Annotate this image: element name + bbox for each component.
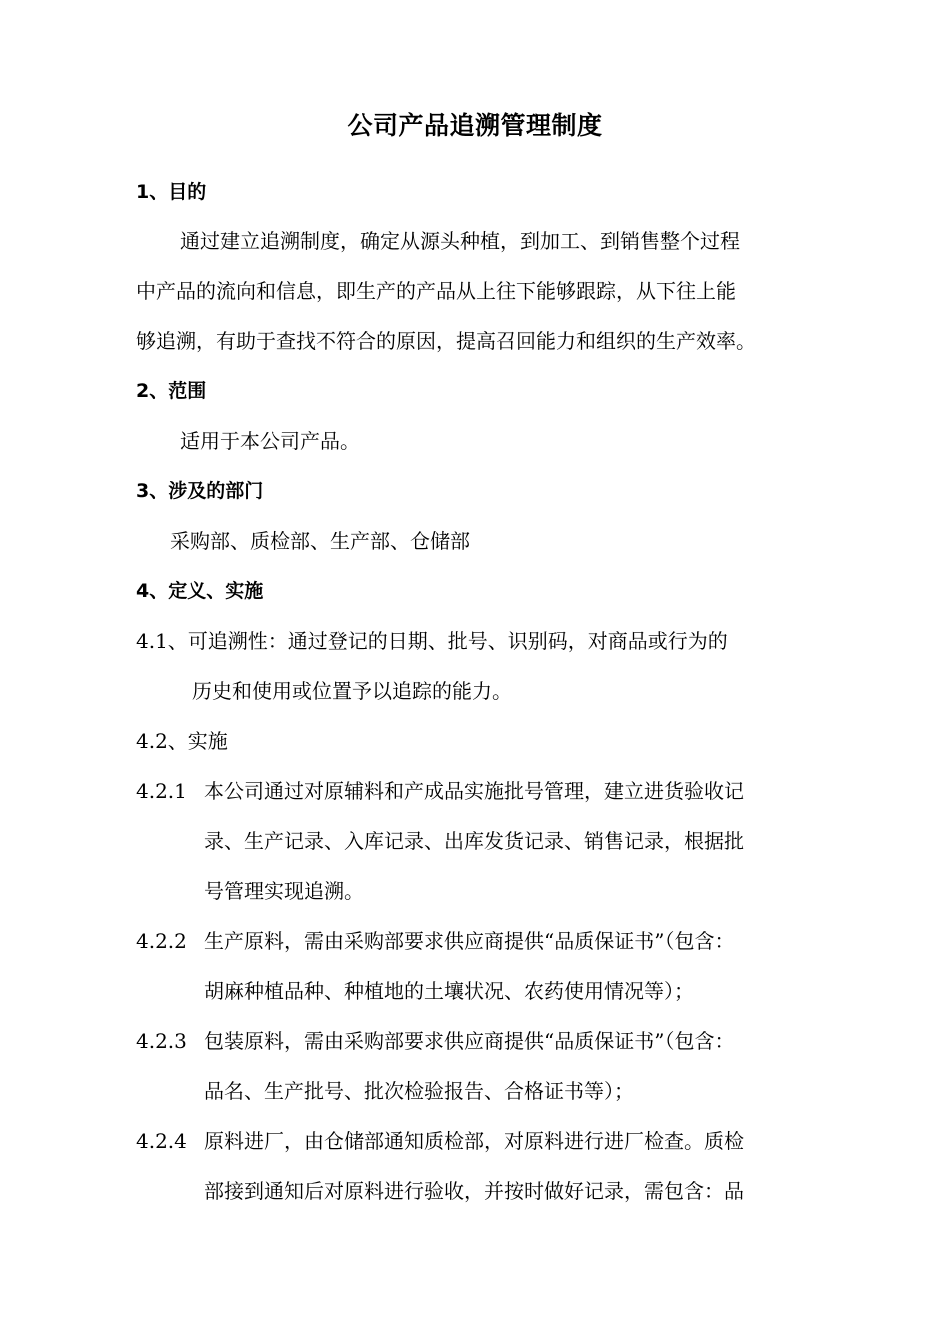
paragraph-line: 历史和使用或位置予以追踪的能力。: [192, 679, 512, 703]
paragraph-line: 中产品的流向和信息，即生产的产品从上往下能够跟踪，从下往上能: [136, 279, 736, 303]
paragraph-line: 包装原料，需由采购部要求供应商提供“品质保证书”（包含：: [204, 1029, 735, 1053]
paragraph-line: 部接到通知后对原料进行验收，并按时做好记录，需包含：品: [204, 1179, 744, 1203]
paragraph-line: 号管理实现追溯。: [204, 879, 364, 903]
paragraph-line: 生产原料，需由采购部要求供应商提供“品质保证书”（包含：: [204, 929, 735, 953]
item-4-1-line: [136, 625, 728, 657]
item-4-2-label: 4.2、实施: [136, 729, 228, 753]
item-number: 4.2.3: [136, 1029, 187, 1053]
item-number: 4.2.1: [136, 779, 187, 803]
document-title: 公司产品追溯管理制度: [347, 111, 603, 140]
paragraph-line: 通过建立追溯制度，确定从源头种植，到加工、到销售整个过程: [180, 229, 740, 253]
item-text: 可追溯性：通过登记的日期、批号、识别码，对商品或行为的: [187, 629, 728, 653]
item-number: 4.2.2: [136, 929, 187, 953]
paragraph-line: 品名、生产批号、批次检验报告、合格证书等）；: [204, 1079, 634, 1103]
section-heading-departments: 3、涉及的部门: [136, 480, 264, 502]
paragraph-line: 胡麻种植品种、种植地的土壤状况、农药使用情况等）；: [204, 979, 694, 1003]
paragraph-line: 本公司通过对原辅料和产成品实施批号管理，建立进货验收记: [204, 779, 744, 803]
item-number: 4.2.4: [136, 1129, 187, 1153]
paragraph-line: 采购部、质检部、生产部、仓储部: [170, 529, 470, 553]
item-number: 4.1、: [136, 629, 188, 653]
paragraph-line: 原料进厂，由仓储部通知质检部，对原料进行进厂检查。质检: [204, 1129, 744, 1153]
paragraph-line: 录、生产记录、入库记录、出库发货记录、销售记录，根据批: [204, 829, 744, 853]
section-heading-scope: 2、范围: [136, 380, 207, 402]
section-heading-definition: 4、定义、实施: [136, 580, 264, 602]
paragraph-line: 适用于本公司产品。: [180, 429, 360, 453]
paragraph-line: 够追溯，有助于查找不符合的原因，提高召回能力和组织的生产效率。: [136, 329, 756, 353]
section-heading-purpose: 1、目的: [136, 181, 207, 203]
